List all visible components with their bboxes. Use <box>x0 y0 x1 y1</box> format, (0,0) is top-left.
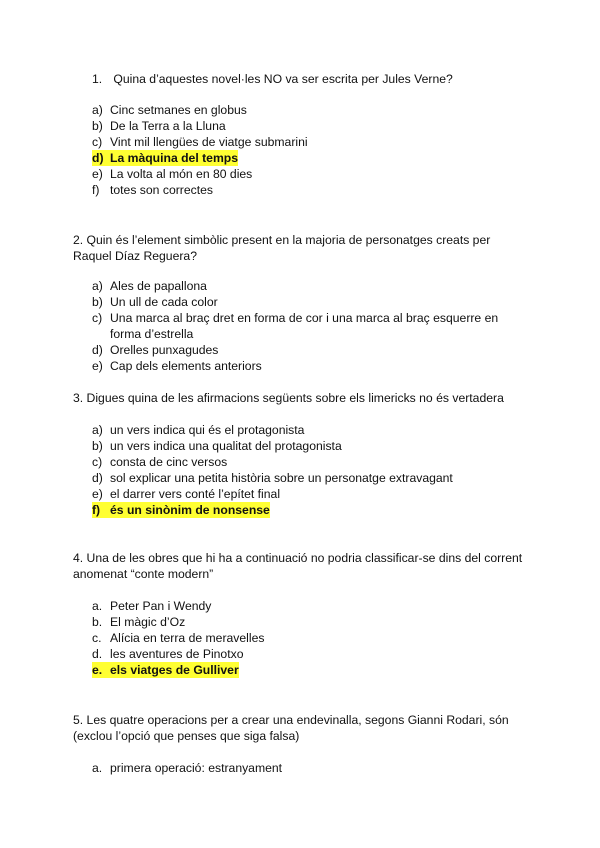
q5-option-a: a. primera operació: estranyament <box>92 761 283 775</box>
q1-option-f: f) totes son correctes <box>92 183 213 197</box>
q3-option-f-answer: f) és un sinònim de nonsense <box>92 503 270 517</box>
question-1 <box>92 71 453 87</box>
q2-option-b: b) Un ull de cada color <box>92 295 218 309</box>
question-4-line1: 4. Una de les obres que hi ha a continuació no podria classificar-se dins del corrent <box>73 551 523 565</box>
question-1-number: 1. <box>92 72 103 86</box>
q3-option-e: e) el darrer vers conté l’epítet final <box>92 487 281 501</box>
question-5-line1: 5. Les quatre operacions per a crear una endevinalla, segons Gianni Rodari, són <box>73 713 509 727</box>
q2-option-c: c) Una marca al braç dret en forma de cor i una marca al braç esquerre en <box>92 311 499 325</box>
q1-option-d-answer: d) La màquina del temps <box>92 151 238 165</box>
q3-option-a: a) un vers indica qui és el protagonista <box>92 423 305 437</box>
question-4-line2: anomenat “conte modern” <box>73 567 214 581</box>
question-2-line2: Raquel Díaz Reguera? <box>73 249 197 263</box>
q3-option-d: d) sol explicar una petita història sobre un personatge extravagant <box>92 471 453 485</box>
q2-option-a: a) Ales de papallona <box>92 279 207 293</box>
q2-option-e: e) Cap dels elements anteriors <box>92 359 262 373</box>
q4-option-a: a. Peter Pan i Wendy <box>92 599 212 613</box>
q1-option-a: a) Cinc setmanes en globus <box>92 103 247 117</box>
question-2-line1: 2. Quin és l’element simbòlic present en la majoria de personatges creats per <box>73 233 491 247</box>
q3-option-c: c) consta de cinc versos <box>92 455 228 469</box>
q2-option-d: d) Orelles punxagudes <box>92 343 219 357</box>
question-1-text: Quina d’aquestes novel·les NO va ser escrita per Jules Verne? <box>113 72 453 86</box>
q4-option-b: b. El màgic d’Oz <box>92 615 186 629</box>
q1-option-e: e) La volta al món en 80 dies <box>92 167 253 181</box>
q4-option-e-answer: e. els viatges de Gulliver <box>92 663 239 677</box>
q4-option-c: c. Alícia en terra de meravelles <box>92 631 265 645</box>
q2-option-c-continued: forma d’estrella <box>110 327 194 341</box>
q4-option-d: d. les aventures de Pinotxo <box>92 647 244 661</box>
question-3: 3. Digues quina de les afirmacions següents sobre els limericks no és vertadera <box>73 391 504 405</box>
question-5-line2: (exclou l’opció que penses que siga falsa) <box>73 729 300 743</box>
q1-option-c: c) Vint mil llengües de viatge submarini <box>92 135 308 149</box>
q1-option-b: b) De la Terra a la Lluna <box>92 119 226 133</box>
q3-option-b: b) un vers indica una qualitat del protagonista <box>92 439 342 453</box>
